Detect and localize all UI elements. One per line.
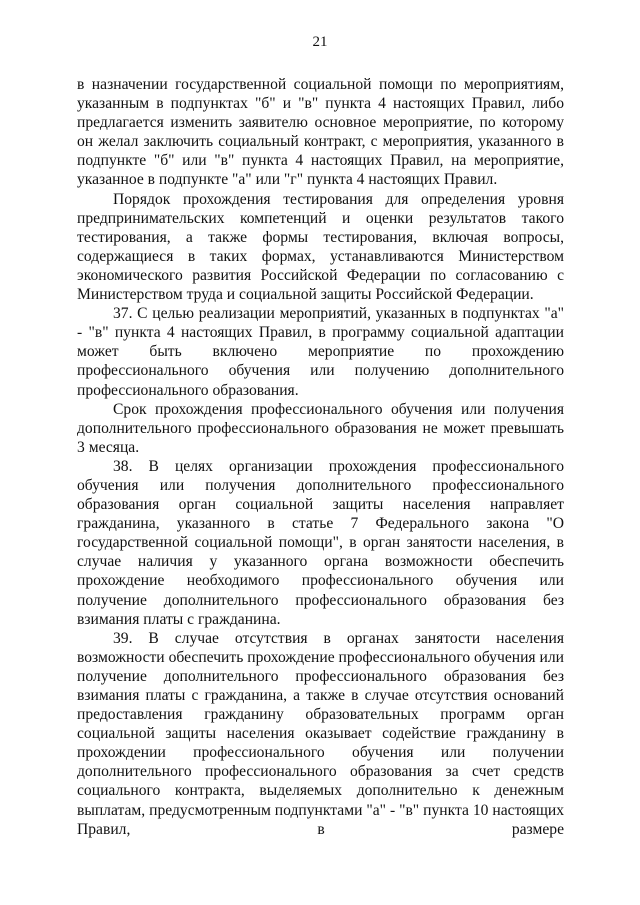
paragraph-continuation: в назначении государственной социальной помощи по мероприятиям, указанным в подпунктах "б" и "в" пункта 4 настоящих Правил, либо предлагается изменить заявителю основное мероприятие, по которому он желал заключить социальный контракт, с мероприятия, указанного в подпункте "б" или "в" пункта 4 настоящих Правил, на мероприятие, указанное в подпункте "а" или "г" пункта 4 настоящих Правил. bbox=[77, 76, 564, 189]
paragraph-training-duration: Срок прохождения профессионального обучения или получения дополнительного профессионального образования не может превышать 3 месяца. bbox=[77, 400, 564, 456]
paragraph-item-38: 38. В целях организации прохождения профессионального обучения или получения дополнительного профессионального образования орган социальной защиты населения направляет гражданина, указанного в статье 7 Федерального закона "О государственной социальной помощи", в орган занятости населения, в случае наличия у указанного органа возможности обеспечить прохождение необходимого профессионального обучения или получение дополнительного профессионального образования без взимания платы с гражданина. bbox=[77, 457, 564, 628]
paragraph-item-37: 37. С целью реализации мероприятий, указанных в подпунктах "а" - "в" пункта 4 настоящих Правил, в программу социальной адаптации может быть включено мероприятие по прохождению профессионального обучения или получению дополнительного профессионального образования. bbox=[77, 305, 564, 399]
paragraph-item-39: 39. В случае отсутствия в органах занятости населения возможности обеспечить прохождение профессионального обучения или получение дополнительного профессионального образования без взимания платы с гражданина, а также в случае отсутствия оснований предоставления гражданину образовательных программ орган социальной защиты населения оказывает содействие гражданину в прохождении профессионального обучения или получении дополнительного профессионального образования за счет средств социального контракта, выделяемых дополнительно к денежным выплатам, предусмотренным подпунктами "а" - "в" пункта 10 настоящих Правил, в размере bbox=[77, 629, 564, 838]
paragraph-testing-procedure: Порядок прохождения тестирования для определения уровня предпринимательских компетенций и оценки результатов такого тестирования, а также формы тестирования, включая вопросы, содержащиеся в таких формах, устанавливаются Министерством экономического развития Российской Федерации по согласованию с Министерством труда и социальной защиты Российской Федерации. bbox=[77, 190, 564, 304]
document-body bbox=[77, 75, 564, 839]
page-number: 21 bbox=[312, 34, 328, 50]
